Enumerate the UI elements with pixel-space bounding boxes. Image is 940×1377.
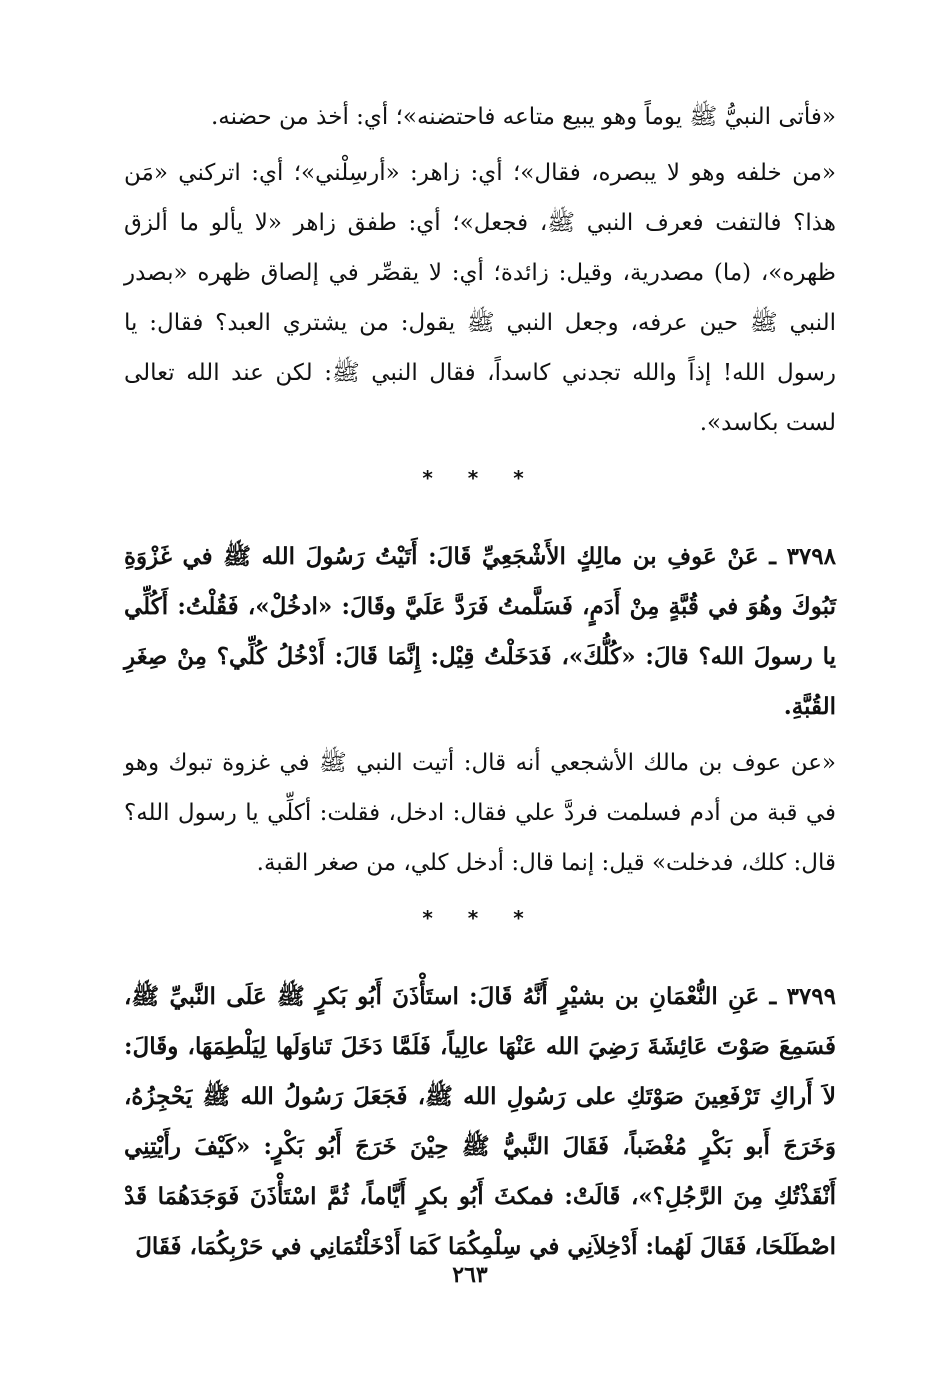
- page-body: [124, 92, 836, 1278]
- section-separator-2: * * *: [422, 906, 538, 930]
- hadith-3798: ٣٧٩٨ ـ عَنْ عَوفِ بن مالِكٍ الأَشْجَعِيِّ قَالَ: أَتَيْتُ رَسُولَ الله ﷺ في غَزْوَةِ تَبُوكَ وهُوَ في قُبَّةٍ مِنْ أَدَمٍ، فَسَلَّمتُ فَرَدَّ عَلَيَّ وقَالَ: «ادخُلْ»، فَقُلْتُ: أَكُلِّي يا رسولَ الله؟ قالَ: «كُلُّكَ»، فَدَخَلْتُ قِيْل: إِنَّمَا قَالَ: أَدْخُلُ كُلِّي؟ مِنْ صِغَرِ القُبَّةِ.: [124, 543, 836, 720]
- page-number: ٢٦٣: [452, 1262, 488, 1288]
- commentary-paragraph-1: «من خلفه وهو لا يبصره، فقال»؛ أي: زاهر: «أرسِلْني»؛ أي: اتركني «مَن هذا؟ فالتفت فعرف النبي ﷺ، فجعل»؛ أي: طفق زاهر «لا يألو ما ألزق ظهره»، (ما) مصدرية، وقيل: زائدة؛ أي: لا يقصِّر في إلصاق ظهره «بصدر النبي ﷺ حين عرفه، وجعل النبي ﷺ يقول: من يشتري العبد؟ فقال: يا رسول الله! إذاً والله تجدني كاسداً، فقال النبي ﷺ: لكن عند الله تعالى لست بكاسد».: [124, 160, 836, 436]
- section-separator-1: * * *: [422, 466, 538, 490]
- commentary-line-1: «فأتى النبيُّ ﷺ يوماً وهو يبيع متاعه فاحتضنه»؛ أي: أخذ من حضنه.: [210, 104, 836, 130]
- commentary-paragraph-2: «عن عوف بن مالك الأشجعي أنه قال: أتيت النبي ﷺ في غزوة تبوك وهو في قبة من أدم فسلمت فردَّ علي فقال: ادخل، فقلت: أكلِّي يا رسول الله؟ قال: كلك، فدخلت» قيل: إنما قال: أدخل كلي، من صغر القبة.: [124, 750, 836, 876]
- hadith-3799: ٣٧٩٩ ـ عَنِ النُّعْمَانِ بن بشيْرٍ أَنَّهُ قَالَ: استَأْذَنَ أَبُو بَكرٍ ﷺ عَلَى النَّبيِّ ﷺ، فَسَمِعَ صَوْتَ عَائِشَةَ رَضِيَ الله عَنْهَا عالِياً، فَلَمَّا دَخَلَ تَناوَلَها لِيَلْطِمَهَا، وقَالَ: لاَ أَراكِ تَرْفَعِينَ صَوْتَكِ على رَسُولِ الله ﷺ، فَجَعَلَ رَسُولُ الله ﷺ يَحْجِزُهُ، وَخَرَجَ أَبو بَكْرٍ مُغْضَباً، فَقَالَ النَّبيُّ ﷺ حِيْنَ خَرَجَ أَبُو بَكْرٍ: «كَيْفَ رأَيْتِنِي أَنْقَذْتُكِ مِنَ الرَّجُلِ؟»، قَالَتْ: فمكثَ أَبُو بكرٍ أَيَّاماً، ثُمَّ اسْتَأْذَنَ فَوَجَدَهُمَا قَدْ اصْطَلَحَا، فَقَالَ لَهُما: أَدْخِلاَنِي في سِلْمِكُمَا كَمَا أَدْخَلْتُمَانِي في حَرْبِكُمَا، فَقَالَ: [124, 983, 836, 1260]
